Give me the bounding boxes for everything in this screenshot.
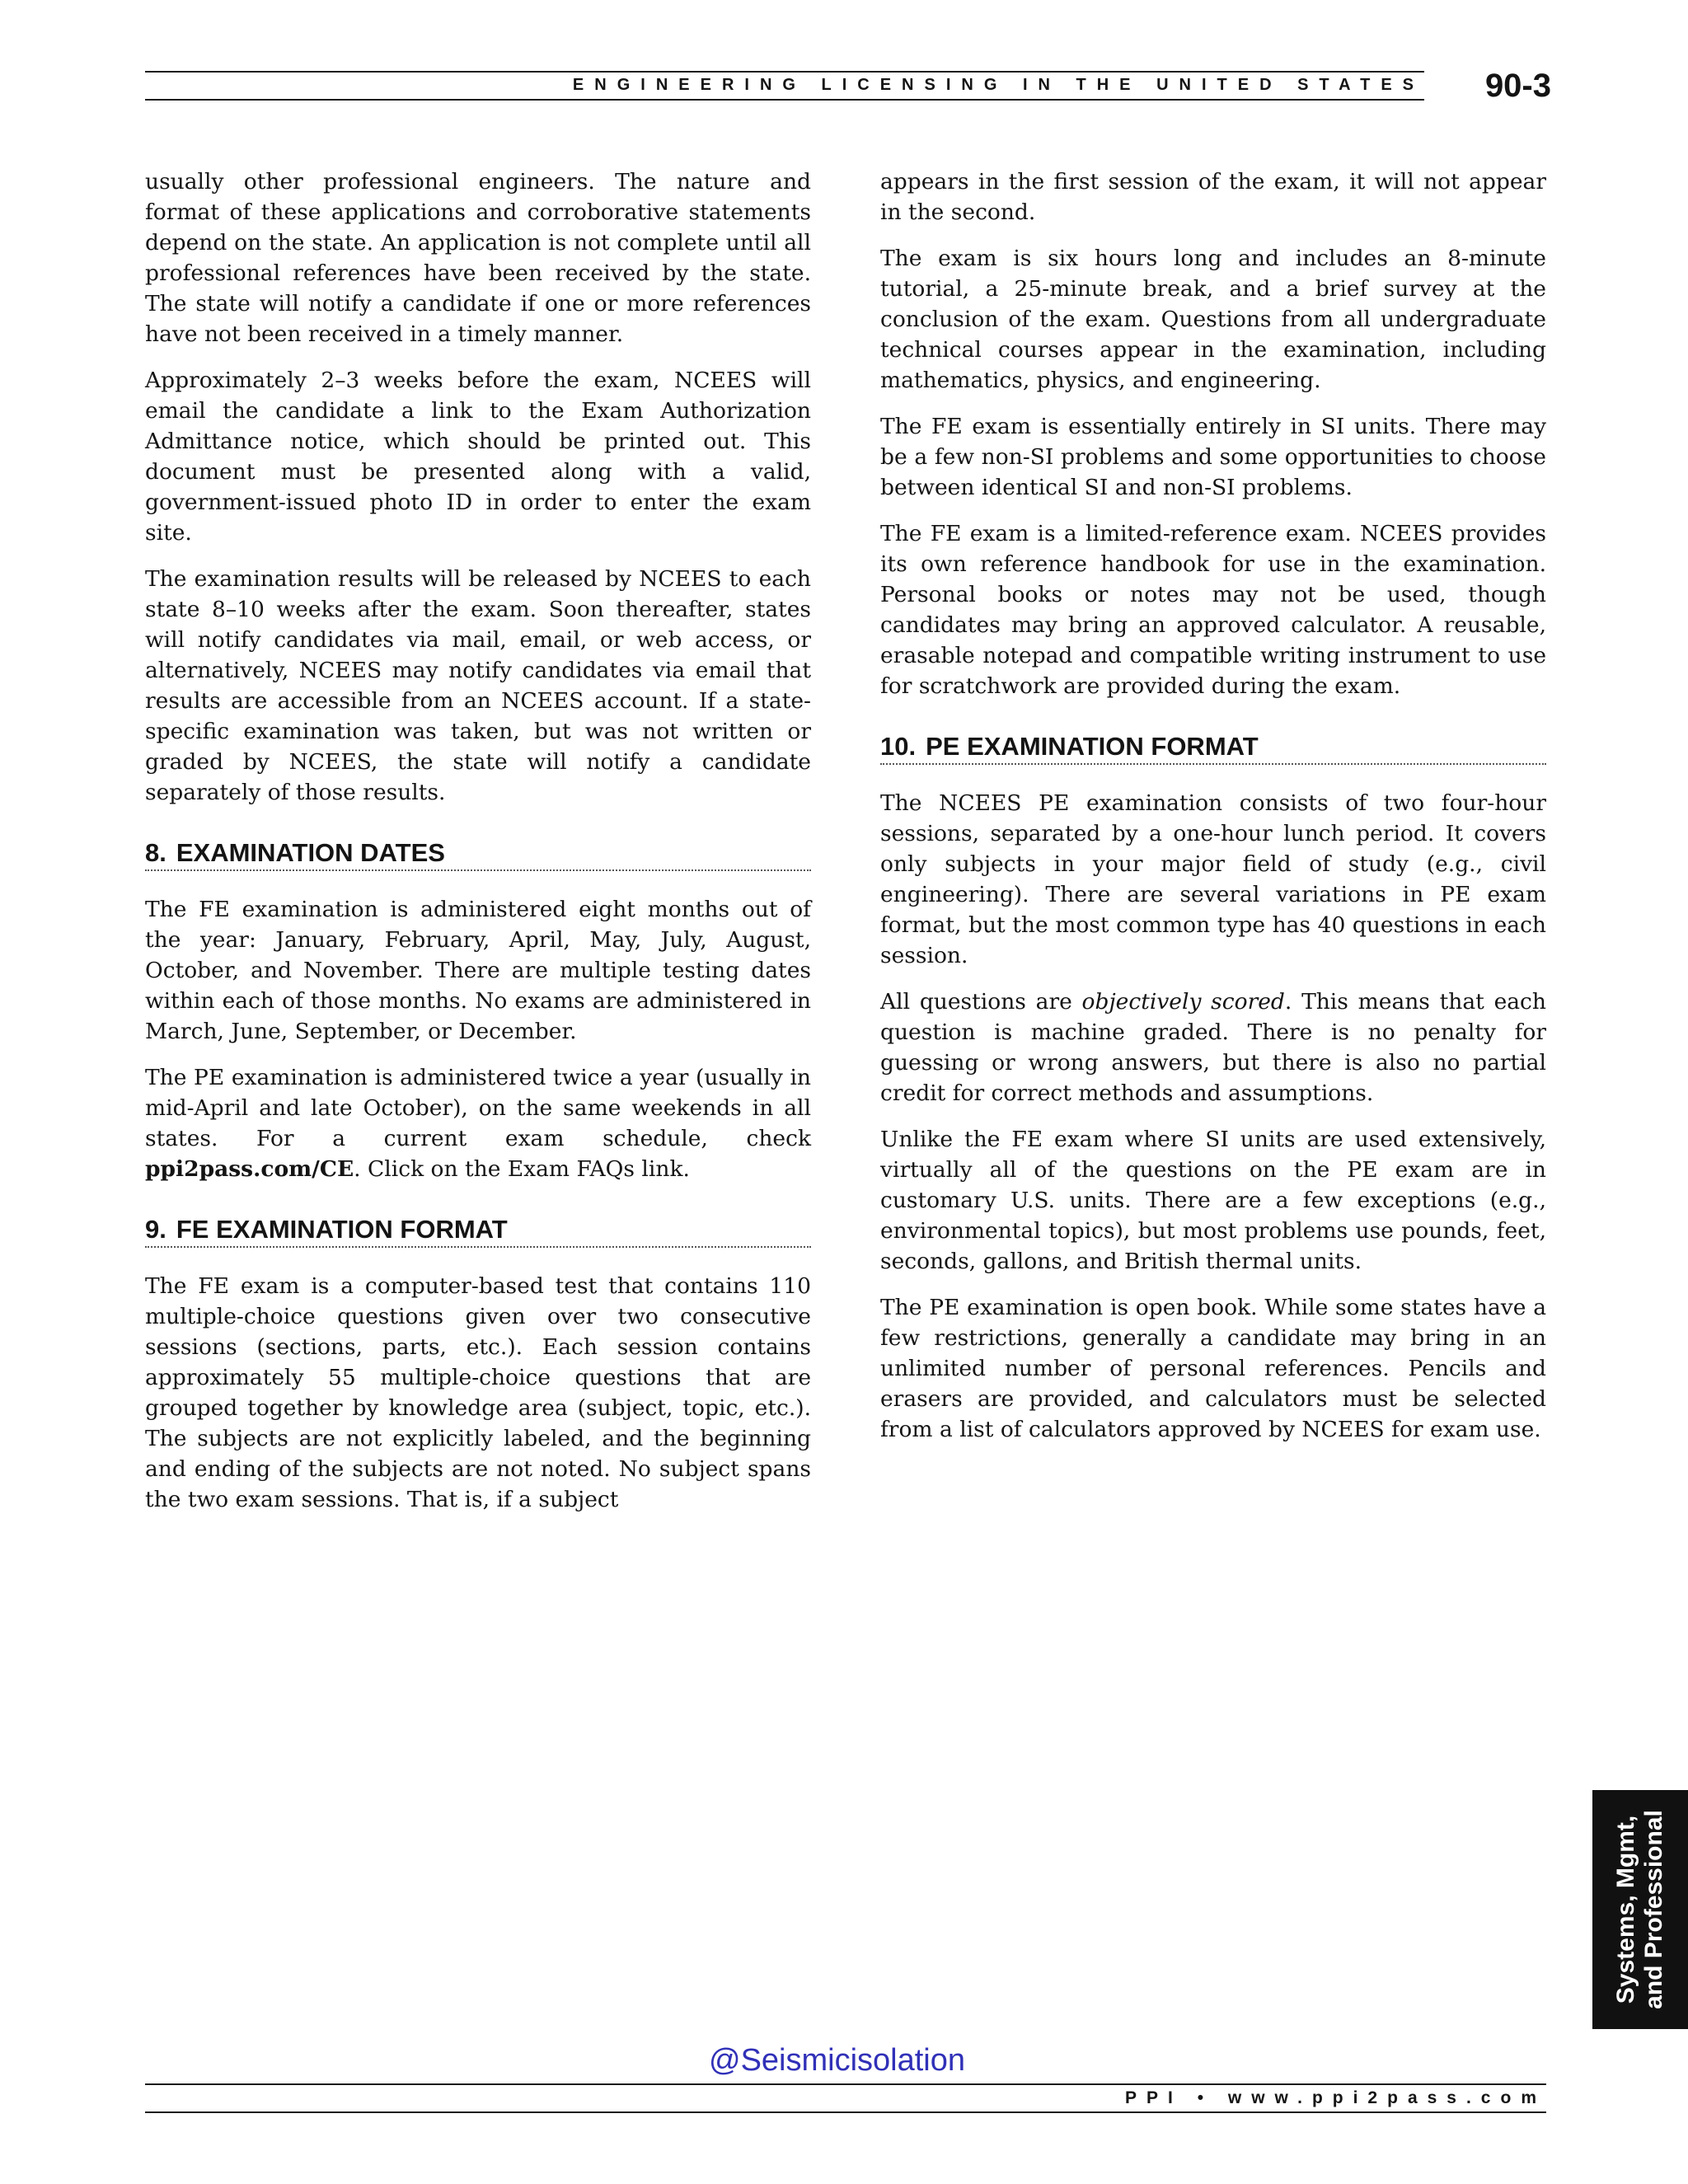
paragraph: The exam is six hours long and includes an 8-minute tutorial, a 25-minute break, and a brief survey at the conclusion of the exam. Questions from all undergraduate technical courses appear in the examination, including mathematics, physics, and engineering. bbox=[880, 246, 1546, 393]
paragraph: The examination results will be released by NCEES to each state 8–10 weeks after the exam. Soon thereafter, states will notify candidates via mail, email, or web access, or alternatively, NCEES may notify candidates via email that results are accessible from an NCEES account. If a state-specific examination was taken, but was not written or graded by NCEES, the state will notify a candidate separately of those results. bbox=[145, 566, 811, 805]
paragraph: The NCEES PE examination consists of two four-hour sessions, separated by a one-hour lunch period. It covers only subjects in your major field of study (e.g., civil engineering). There are several variations in PE exam format, but the most common type has 40 questions in each session. bbox=[880, 790, 1546, 968]
watermark: @Seismicisolation bbox=[709, 2043, 966, 2078]
right-column bbox=[880, 166, 1546, 1460]
side-tab-line: and Professional bbox=[1640, 1810, 1667, 2009]
paragraph bbox=[145, 1062, 811, 1184]
paragraph-text: . This means that each question is machine graded. There is no penalty for guessing or wrong answers, but there is also no partial credit for correct methods and assumptions. bbox=[880, 989, 1546, 1106]
paragraph: The FE exam is a computer-based test that contains 110 multiple-choice questions given over two consecutive sessions (sections, parts, etc.). Each session contains approximately 55 multiple-choice questions that are grouped together by knowledge area (subject, topic, etc.). The subjects are not explicitly labeled, and the beginning and ending of the subjects are not noted. No subject spans the two exam sessions. That is, if a subject bbox=[145, 1273, 811, 1512]
side-tab-line: Systems, Mgmt, bbox=[1612, 1815, 1639, 2004]
paragraph-text: All questions are bbox=[880, 989, 1082, 1015]
left-column bbox=[145, 166, 811, 1530]
section-heading-pe-examination-format bbox=[880, 731, 1546, 765]
paragraph-text: The PE examination is administered twice a year (usually in mid-April and late October), on the same weekends in all states. For a current exam schedule, check bbox=[145, 1065, 811, 1151]
footer-top-rule bbox=[145, 2083, 1546, 2085]
paragraph: The FE examination is administered eight months out of the year: January, February, April, May, July, August, October, and November. There are multiple testing dates within each of those months. No exams are administered in March, June, September, or December. bbox=[145, 897, 811, 1044]
paragraph-text: . Click on the Exam FAQs link. bbox=[354, 1156, 690, 1182]
website-link[interactable]: ppi2pass.com/CE bbox=[145, 1156, 354, 1182]
section-number: 8. bbox=[145, 838, 166, 867]
emphasis-text: objectively scored bbox=[1081, 989, 1285, 1015]
section-heading-fe-examination-format bbox=[145, 1214, 811, 1248]
header-bottom-rule bbox=[145, 99, 1424, 101]
section-number: 9. bbox=[145, 1215, 166, 1244]
paragraph: The PE examination is open book. While some states have a few restrictions, generally a candidate may bring in an unlimited number of personal references. Pencils and erasers are provided, and calculators must be selected from a list of calculators approved by NCEES for exam use. bbox=[880, 1295, 1546, 1442]
section-number: 10. bbox=[880, 732, 917, 761]
paragraph: The FE exam is a limited-reference exam. NCEES provides its own reference handbook for use in the examination. Personal books or notes may not be used, though candidates may bring an approved calculator. A reusable, erasable notepad and compatible writing instrument to use for scratchwork are provided during the exam. bbox=[880, 521, 1546, 699]
section-title: FE EXAMINATION FORMAT bbox=[176, 1215, 508, 1244]
footer-bottom-rule bbox=[145, 2111, 1546, 2113]
side-tab-label bbox=[1612, 1798, 1668, 2021]
paragraph: The FE exam is essentially entirely in SI units. There may be a few non-SI problems and some opportunities to choose between identical SI and non-SI problems. bbox=[880, 414, 1546, 500]
paragraph: appears in the first session of the exam, it will not appear in the second. bbox=[880, 169, 1546, 225]
paragraph: Approximately 2–3 weeks before the exam, NCEES will email the candidate a link to the Exam Authorization Admittance notice, which should be printed out. This document must be presented along with a valid, government-issued photo ID in order to enter the exam site. bbox=[145, 368, 811, 546]
section-title: EXAMINATION DATES bbox=[176, 838, 445, 867]
paragraph: usually other professional engineers. The nature and format of these applications and corroborative statements depend on the state. An application is not complete until all professional references have been received by the state. The state will notify a candidate if one or more references have not been received in a timely manner. bbox=[145, 169, 811, 347]
footer-publisher-url: PPI • www.ppi2pass.com bbox=[1125, 2088, 1546, 2107]
paragraph: Unlike the FE exam where SI units are used extensively, virtually all of the questions on the PE exam are in customary U.S. units. There are a few exceptions (e.g., environmental topics), but most problems use pounds, feet, seconds, gallons, and British thermal units. bbox=[880, 1127, 1546, 1274]
section-heading-examination-dates bbox=[145, 837, 811, 871]
chapter-side-tab bbox=[1592, 1790, 1688, 2029]
section-title: PE EXAMINATION FORMAT bbox=[926, 732, 1259, 761]
paragraph bbox=[880, 987, 1546, 1108]
running-head: ENGINEERING LICENSING IN THE UNITED STATES bbox=[572, 76, 1424, 94]
page-number: 90-3 bbox=[1484, 68, 1551, 104]
